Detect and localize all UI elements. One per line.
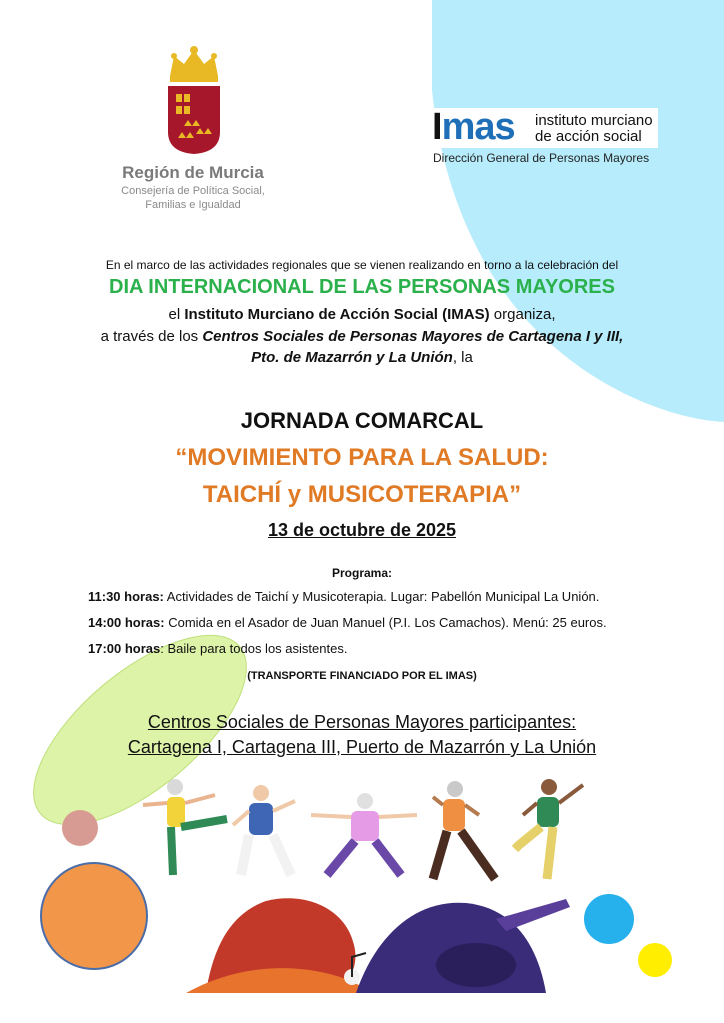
participants-line1: Centros Sociales de Personas Mayores participantes:	[147, 712, 577, 732]
program-item: 17:00 horas: Baile para todos los asistentes.	[88, 641, 348, 656]
event-title-line2: TAICHÍ y MUSICOTERAPIA”	[202, 481, 522, 508]
taichi-figures-illustration	[135, 775, 595, 887]
transport-note: (TRANSPORTE FINANCIADO POR EL IMAS)	[247, 670, 477, 682]
murcia-coat-of-arms	[164, 44, 224, 156]
program-item: 11:30 horas: Actividades de Taichí y Musicoterapia. Lugar: Pabellón Municipal La Unión.	[88, 589, 600, 604]
orange-circle	[41, 863, 147, 969]
event-date: 13 de octubre de 2025	[267, 520, 457, 540]
event-title-line1: “MOVIMIENTO PARA LA SALUD:	[175, 444, 549, 471]
event-type: JORNADA COMARCAL	[240, 408, 484, 433]
blue-circle	[584, 894, 634, 944]
taichi-figure	[311, 793, 417, 875]
centros-line: a través de los Centros Sociales de Personas Mayores de Cartagena I y III,	[100, 328, 624, 345]
pink-circle	[62, 810, 98, 846]
program-item: 14:00 horas: Comida en el Asador de Juan Manuel (P.I. Los Camachos). Menú: 25 euros.	[88, 615, 607, 630]
region-murcia-sub1: Consejería de Política Social,	[121, 185, 265, 197]
region-murcia-sub2: Familias e Igualdad	[145, 199, 241, 211]
intro-lead: En el marco de las actividades regionales que se vienen realizando en torno a la celebración del	[105, 258, 619, 272]
imas-logo-line1: instituto murciano	[535, 112, 653, 129]
program-heading: Programa:	[331, 566, 393, 580]
day-title: DIA INTERNACIONAL DE LAS PERSONAS MAYORES	[109, 276, 615, 298]
yellow-circle	[638, 943, 672, 977]
region-murcia-name: Región de Murcia	[122, 163, 264, 182]
imas-logo-subtitle: Dirección General de Personas Mayores	[433, 151, 650, 165]
music-therapy-illustration	[176, 895, 575, 993]
imas-logo-word: Imas	[432, 106, 515, 148]
taichi-figure	[233, 785, 295, 875]
organizer-line: el Instituto Murciano de Acción Social (IMAS) organiza,	[168, 306, 556, 323]
taichi-figure	[515, 779, 583, 879]
participants-line2: Cartagena I, Cartagena III, Puerto de Mazarrón y La Unión	[127, 737, 597, 757]
taichi-figure	[433, 781, 495, 879]
centros-line2: Pto. de Mazarrón y La Unión, la	[251, 349, 473, 366]
taichi-figure	[143, 779, 227, 875]
imas-logo-line2: de acción social	[535, 128, 642, 145]
